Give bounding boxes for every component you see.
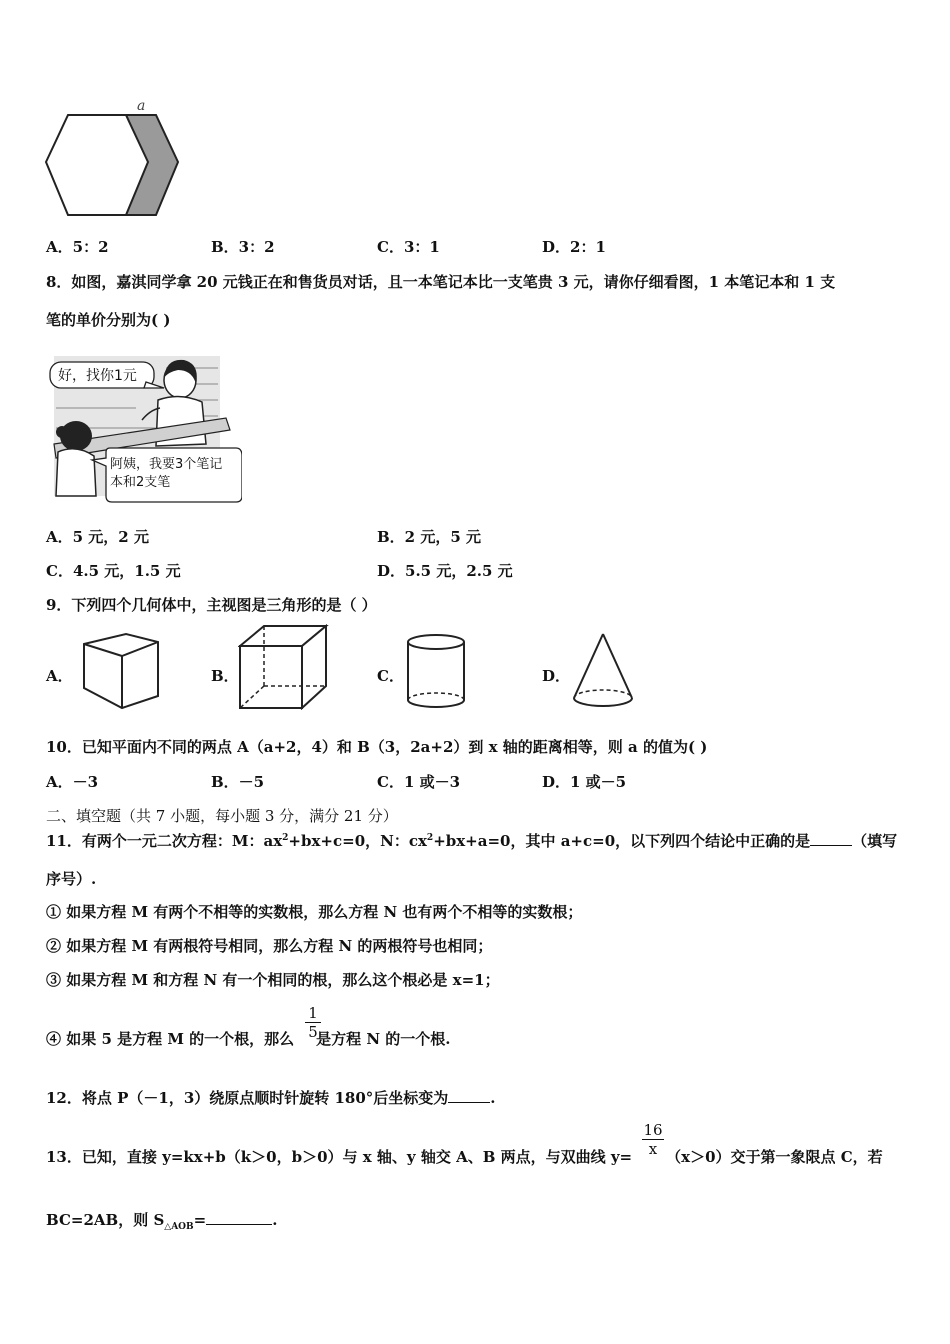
q8-stem-line2: 笔的单价分别为( )	[46, 311, 171, 329]
q9-label-d: D．	[542, 667, 571, 685]
hexagon-shape	[46, 115, 148, 215]
answer-blank[interactable]	[206, 1210, 272, 1225]
q7-option-a: A．5：2	[46, 238, 109, 256]
q10-option-b: B．－5	[211, 773, 265, 791]
q11-statement-2: ② 如果方程 M 有两根符号相同，那么方程 N 的两根符号也相同；	[46, 937, 493, 955]
q12-stem: 12．将点 P（－1，3）绕原点顺时针旋转 180°后坐标变为 .	[46, 1089, 496, 1107]
shop-cartoon	[46, 348, 242, 504]
q10-option-a: A．－3	[46, 773, 99, 791]
fraction-16-over-x: $\frac{16}{x}$	[643, 1121, 663, 1158]
q8-option-a: A．5 元，2 元	[46, 528, 149, 546]
speech-text-bottom-2: 本和2支笔	[110, 475, 171, 490]
fraction-one-fifth: $\frac{1}{5}$	[305, 1004, 321, 1041]
figure-label-a: a	[137, 98, 146, 114]
q11-statement-3: ③ 如果方程 M 和方程 N 有一个相同的根，那么这个根必是 x=1；	[46, 971, 500, 989]
cylinder-figure	[404, 632, 468, 712]
cube-figure	[238, 624, 330, 710]
triangular-prism-figure	[80, 630, 162, 712]
q7-option-d: D．2：1	[542, 238, 606, 256]
q9-stem: 9．下列四个几何体中，主视图是三角形的是（ ）	[46, 596, 377, 614]
cone-figure	[570, 630, 636, 712]
hexagon-figure	[44, 98, 184, 220]
q13-stem-line1: 13．已知，直接 y=kx+b（k＞0，b＞0）与 x 轴、y 轴交 A、B 两点，与双曲线 y= （x＞0）交于第一象限点 C，若	[46, 1148, 883, 1166]
q8-option-c: C．4.5 元，1.5 元	[46, 562, 181, 580]
q11-stem-line1: 11．有两个一元二次方程：M：$ax^2+bx+c=0$，N：$cx^2+bx+a=0$，其中 a+c=0，以下列四个结论中正确的是 （填写	[46, 832, 898, 850]
q10-stem: 10．已知平面内不同的两点 A（a+2，4）和 B（3，2a+2）到 x 轴的距离相等，则 a 的值为( )	[46, 738, 708, 756]
answer-blank[interactable]	[448, 1088, 490, 1103]
q7-option-b: B．3：2	[211, 238, 275, 256]
speech-text-top: 好，找你1元	[58, 368, 137, 384]
q9-label-a: A．	[46, 667, 73, 685]
q9-label-b: B．	[211, 667, 239, 685]
q8-option-b: B．2 元，5 元	[377, 528, 481, 546]
q13-stem-line2: BC=2AB，则 $S_{\triangle AOB}=$ .	[46, 1211, 278, 1232]
answer-blank[interactable]	[810, 831, 852, 846]
q8-stem-line1: 8．如图，嘉淇同学拿 20 元钱正在和售货员对话，且一本笔记本比一支笔贵 3 元，请你仔细看图，1 本笔记本和 1 支	[46, 273, 836, 291]
q11-stem-line2: 序号）.	[46, 870, 97, 888]
q10-option-d: D．1 或－5	[542, 773, 627, 791]
q9-label-c: C．	[377, 667, 404, 685]
q10-option-c: C．1 或－3	[377, 773, 461, 791]
q7-option-c: C．3：1	[377, 238, 440, 256]
q11-statement-1: ① 如果方程 M 有两个不相等的实数根，那么方程 N 也有两个不相等的实数根；	[46, 903, 583, 921]
q11-statement-4: ④ 如果 5 是方程 M 的一个根，那么 是方程 N 的一个根.	[46, 1030, 451, 1048]
speech-text-bottom-1: 阿姨，我要3个笔记	[110, 457, 223, 472]
section-title: 二、填空题（共 7 小题，每小题 3 分，满分 21 分）	[46, 807, 398, 825]
q8-option-d: D．5.5 元，2.5 元	[377, 562, 513, 580]
